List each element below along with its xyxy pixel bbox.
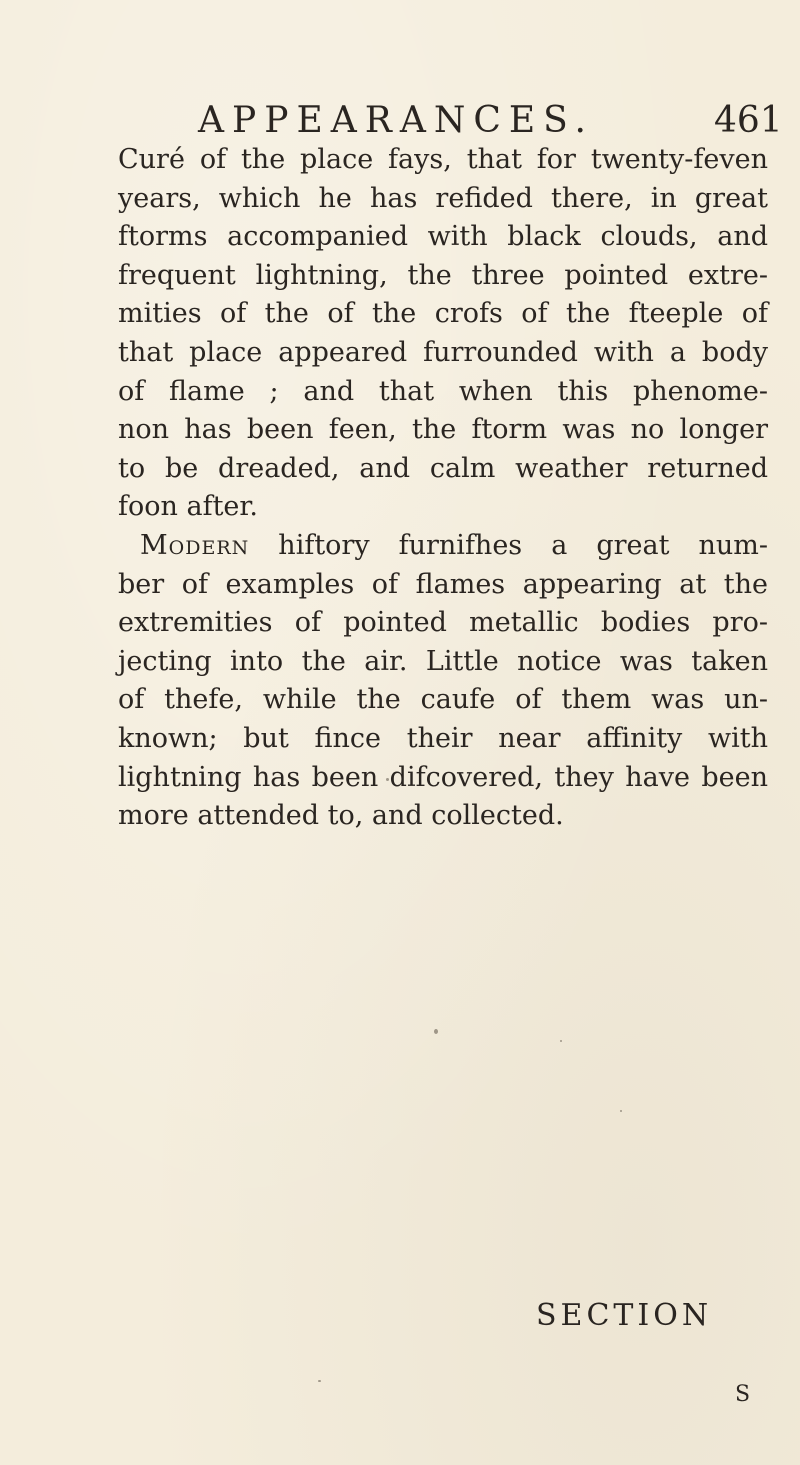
paper-speck xyxy=(434,1029,438,1034)
running-head-title: APPEARANCES. xyxy=(198,100,594,141)
text-line: foon after. xyxy=(118,491,258,523)
text-line: lightning has been difcovered, they have been xyxy=(118,761,768,793)
lead-word-small-caps: Modern xyxy=(140,529,250,561)
paragraph-first-line xyxy=(118,527,768,566)
text-line: years, which he has refided there, in great xyxy=(118,182,768,214)
paper-speck xyxy=(318,1380,321,1382)
text-line: non has been feen, the ftorm was no longer xyxy=(118,414,768,446)
text-line: extremities of pointed metallic bodies pro- xyxy=(118,607,768,639)
text-line: frequent lightning, the three pointed extre- xyxy=(118,259,768,291)
text-line: to be dreaded, and calm weather returned xyxy=(118,452,768,484)
text-line: jecting into the air. Little notice was taken xyxy=(118,645,768,677)
text-line: known; but fince their near affinity with xyxy=(118,722,768,754)
text-line: Curé of the place fays, that for twenty-feven xyxy=(118,144,768,175)
text-line: mities of the of the crofs of the fteeple of xyxy=(118,298,768,330)
first-line-rest: hiftory furnifhes a great num- xyxy=(249,529,768,561)
text-line: of flame ; and that when this phenome- xyxy=(118,375,768,407)
running-head xyxy=(198,96,783,146)
text-line: ber of examples of flames appearing at the xyxy=(118,568,768,600)
paper-speck xyxy=(620,1110,622,1112)
text-line: of thefe, while the caufe of them was un- xyxy=(118,684,768,716)
page-number: 461 xyxy=(714,100,783,141)
signature-mark: S xyxy=(735,1382,751,1407)
paper-speck xyxy=(386,778,389,781)
catchword: SECTION xyxy=(536,1298,713,1333)
text-line: more attended to, and collected. xyxy=(118,800,564,832)
paper-speck xyxy=(560,1040,562,1042)
body-text xyxy=(118,141,768,836)
text-line: ftorms accompanied with black clouds, and xyxy=(118,221,768,253)
text-line: that place appeared furrounded with a body xyxy=(118,336,768,368)
